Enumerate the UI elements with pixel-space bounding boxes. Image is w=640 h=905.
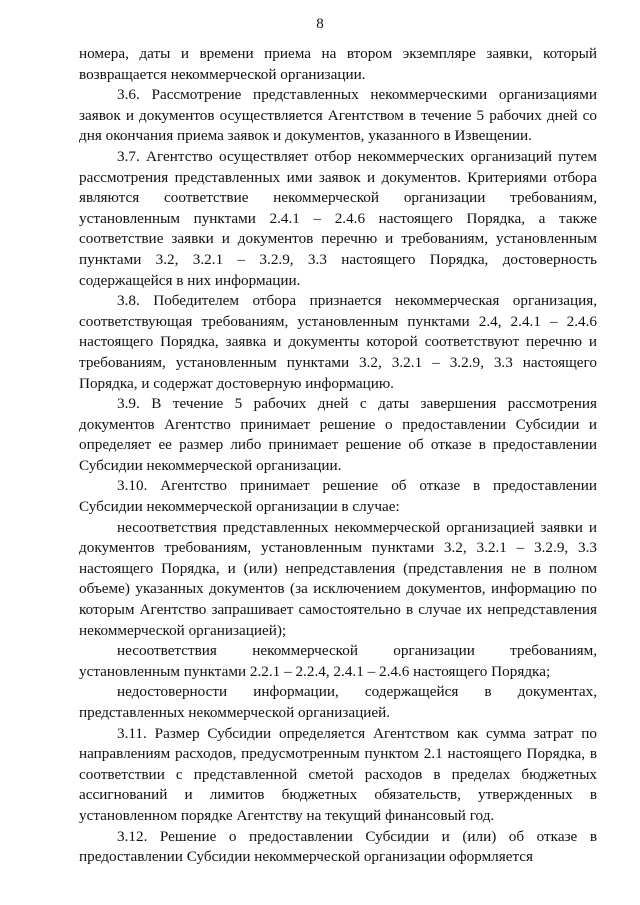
paragraph-3-7: 3.7. Агентство осуществляет отбор некоммерческих организаций путем рассмотрения представленных ими заявок и документов. Критериями отбора являются соответствие некоммерческой организации требованиям, установленным пунктами 2.4.1 – 2.4.6 настоящего Порядка, а также соответствие заявки и документов перечню и требованиям, установленным пунктами 3.2, 3.2.1 – 3.2.9, 3.3 настоящего Порядка, достоверность содержащейся в них информации.	[79, 147, 597, 289]
page-number: 8	[316, 16, 324, 32]
paragraph-3-12: 3.12. Решение о предоставлении Субсидии и (или) об отказе в предоставлении Субсидии некоммерческой организации оформляется	[79, 827, 597, 866]
paragraph-3-6: 3.6. Рассмотрение представленных некоммерческими организациями заявок и документов осуществляется Агентством в течение 5 рабочих дней со дня окончания приема заявок и документов, указанного в Извещении.	[79, 86, 597, 145]
paragraph-3-8: 3.8. Победителем отбора признается некоммерческая организация, соответствующая требованиям, установленным пунктами 2.4, 2.4.1 – 2.4.6 настоящего Порядка, заявка и документы которой соответствуют перечню и требованиям, установленным пунктами 3.2, 3.2.1 – 3.2.9, 3.3 настоящего Порядка, и содержат достоверную информацию.	[79, 292, 597, 392]
paragraph-3-10-item-requirements: несоответствия некоммерческой организации требованиям, установленным пунктами 2.2.1 – 2.2.4, 2.4.1 – 2.4.6 настоящего Порядка;	[79, 642, 597, 680]
paragraph-3-10-item-documents: несоответствия представленных некоммерческой организацией заявки и документов требованиям, установленным пунктами 3.2, 3.2.1 – 3.2.9, 3.3 настоящего Порядка, и (или) непредставления (представления не в полном объеме) указанных документов (за исключением документов, информацию по которым Агентство запрашивает самостоятельно в случае их непредставления некоммерческой организацией);	[79, 518, 597, 639]
document-body	[79, 44, 597, 868]
paragraph-3-10-item-unreliable-info: недостоверности информации, содержащейся в документах, представленных некоммерческой организацией.	[79, 683, 597, 721]
paragraph-3-9: 3.9. В течение 5 рабочих дней с даты завершения рассмотрения документов Агентство принимает решение о предоставлении Субсидии и определяет ее размер либо принимает решение об отказе в предоставлении Субсидии некоммерческой организации.	[79, 395, 597, 474]
paragraph-3-10: 3.10. Агентство принимает решение об отказе в предоставлении Субсидии некоммерческой организации в случае:	[79, 477, 597, 516]
paragraph-3-11: 3.11. Размер Субсидии определяется Агентством как сумма затрат по направлениям расходов, предусмотренным пунктом 2.1 настоящего Порядка, в соответствии с представленной сметой расходов в пределах бюджетных ассигнований и лимитов бюджетных обязательств, утвержденных в установленном порядке Агентству на текущий финансовый год.	[79, 724, 597, 824]
paragraph-continuation: номера, даты и времени приема на втором экземпляре заявки, который возвращается некоммерческой организации.	[79, 45, 597, 83]
